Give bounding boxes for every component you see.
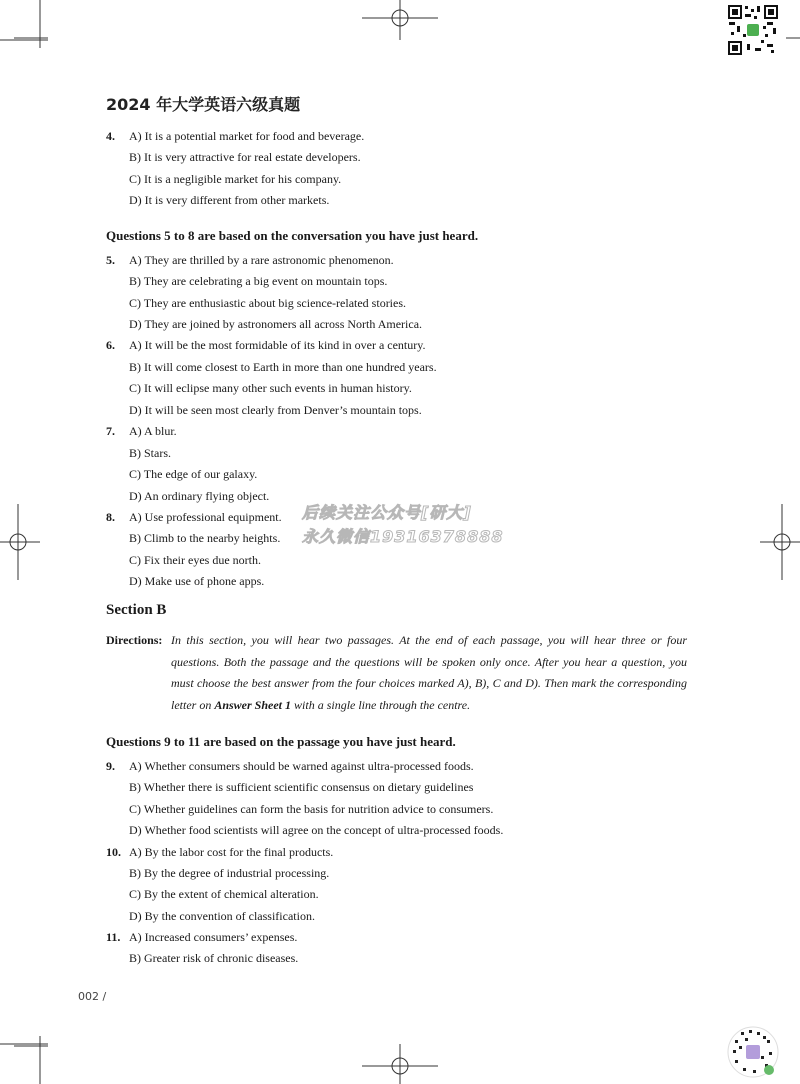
page-number: 002 / — [78, 990, 107, 1003]
option-c: C) Fix their eyes due north. — [129, 553, 261, 567]
question-number: 6. — [106, 338, 115, 352]
option-c: C) The edge of our galaxy. — [129, 467, 258, 481]
directions-text-part: with a single line through the centre. — [291, 697, 471, 712]
option-a: A) Increased consumers’ expenses. — [129, 930, 298, 944]
option-b: B) Whether there is sufficient scientific consensus on dietary guidelines — [129, 780, 474, 794]
directions-text — [171, 630, 687, 716]
option-b: B) It is very attractive for real estate developers. — [129, 150, 361, 164]
option-b: B) Climb to the nearby heights. — [129, 531, 281, 545]
watermark-line: 后续关注公众号[研大] — [302, 503, 472, 522]
registration-crosshair-icon — [760, 504, 800, 580]
option-c: C) Whether guidelines can form the basis for nutrition advice to consumers. — [129, 802, 494, 816]
directions-text-part: In this section, you will hear two passages. At the end of each passage, you will hear three or four questions. Both the passage and the questions will be spoken only once. After you hear a question, you must choose the best answer from the four choices marked A), B), C and D). Then mark the corresponding letter on — [171, 633, 687, 712]
option-d: D) It is very different from other markets. — [129, 193, 330, 207]
registration-crosshair-icon — [362, 0, 438, 40]
option-c: C) By the extent of chemical alteration. — [129, 887, 319, 901]
question-number: 10. — [106, 845, 121, 859]
section-heading: Section B — [106, 602, 167, 618]
qr-code-icon — [727, 1026, 779, 1078]
option-a: A) It is a potential market for food and beverage. — [129, 129, 365, 143]
registration-crosshair-icon — [0, 504, 40, 580]
question-number: 9. — [106, 759, 115, 773]
option-b: B) It will come closest to Earth in more than one hundred years. — [129, 360, 437, 374]
question-number: 11. — [106, 930, 121, 944]
qr-code-icon — [727, 4, 779, 56]
page-title: 2024 年大学英语六级真题 — [106, 95, 301, 114]
watermark-line: 永久微信19316378888 — [302, 527, 504, 546]
questions-heading: Questions 5 to 8 are based on the conversation you have just heard. — [106, 228, 479, 243]
option-a: A) A blur. — [129, 424, 177, 438]
option-c: C) It will eclipse many other such events in human history. — [129, 381, 412, 395]
question-number: 5. — [106, 253, 115, 267]
option-d: D) They are joined by astronomers all across North America. — [129, 317, 423, 331]
option-a: A) Whether consumers should be warned against ultra-processed foods. — [129, 759, 474, 773]
option-a: A) By the labor cost for the final products. — [129, 845, 334, 859]
option-a: A) It will be the most formidable of its kind in over a century. — [129, 338, 426, 352]
option-d: D) An ordinary flying object. — [129, 489, 270, 503]
question-number: 4. — [106, 129, 115, 143]
questions-heading: Questions 9 to 11 are based on the passage you have just heard. — [106, 734, 456, 749]
option-b: B) By the degree of industrial processing. — [129, 866, 330, 880]
option-b: B) Stars. — [129, 446, 171, 460]
option-a: A) Use professional equipment. — [129, 510, 282, 524]
option-a: A) They are thrilled by a rare astronomic phenomenon. — [129, 253, 394, 267]
option-d: D) By the convention of classification. — [129, 909, 315, 923]
option-b: B) Greater risk of chronic diseases. — [129, 951, 299, 965]
option-d: D) Whether food scientists will agree on the concept of ultra-processed foods. — [129, 823, 504, 837]
option-c: C) They are enthusiastic about big science-related stories. — [129, 296, 407, 310]
question-number: 8. — [106, 510, 115, 524]
answer-sheet-emphasis: Answer Sheet 1 — [214, 697, 292, 712]
option-b: B) They are celebrating a big event on mountain tops. — [129, 274, 388, 288]
option-c: C) It is a negligible market for his company. — [129, 172, 342, 186]
directions-label: Directions: — [106, 633, 163, 647]
registration-crosshair-icon — [362, 1044, 438, 1084]
question-number: 7. — [106, 424, 115, 438]
option-d: D) It will be seen most clearly from Denver’s mountain tops. — [129, 403, 422, 417]
option-d: D) Make use of phone apps. — [129, 574, 265, 588]
